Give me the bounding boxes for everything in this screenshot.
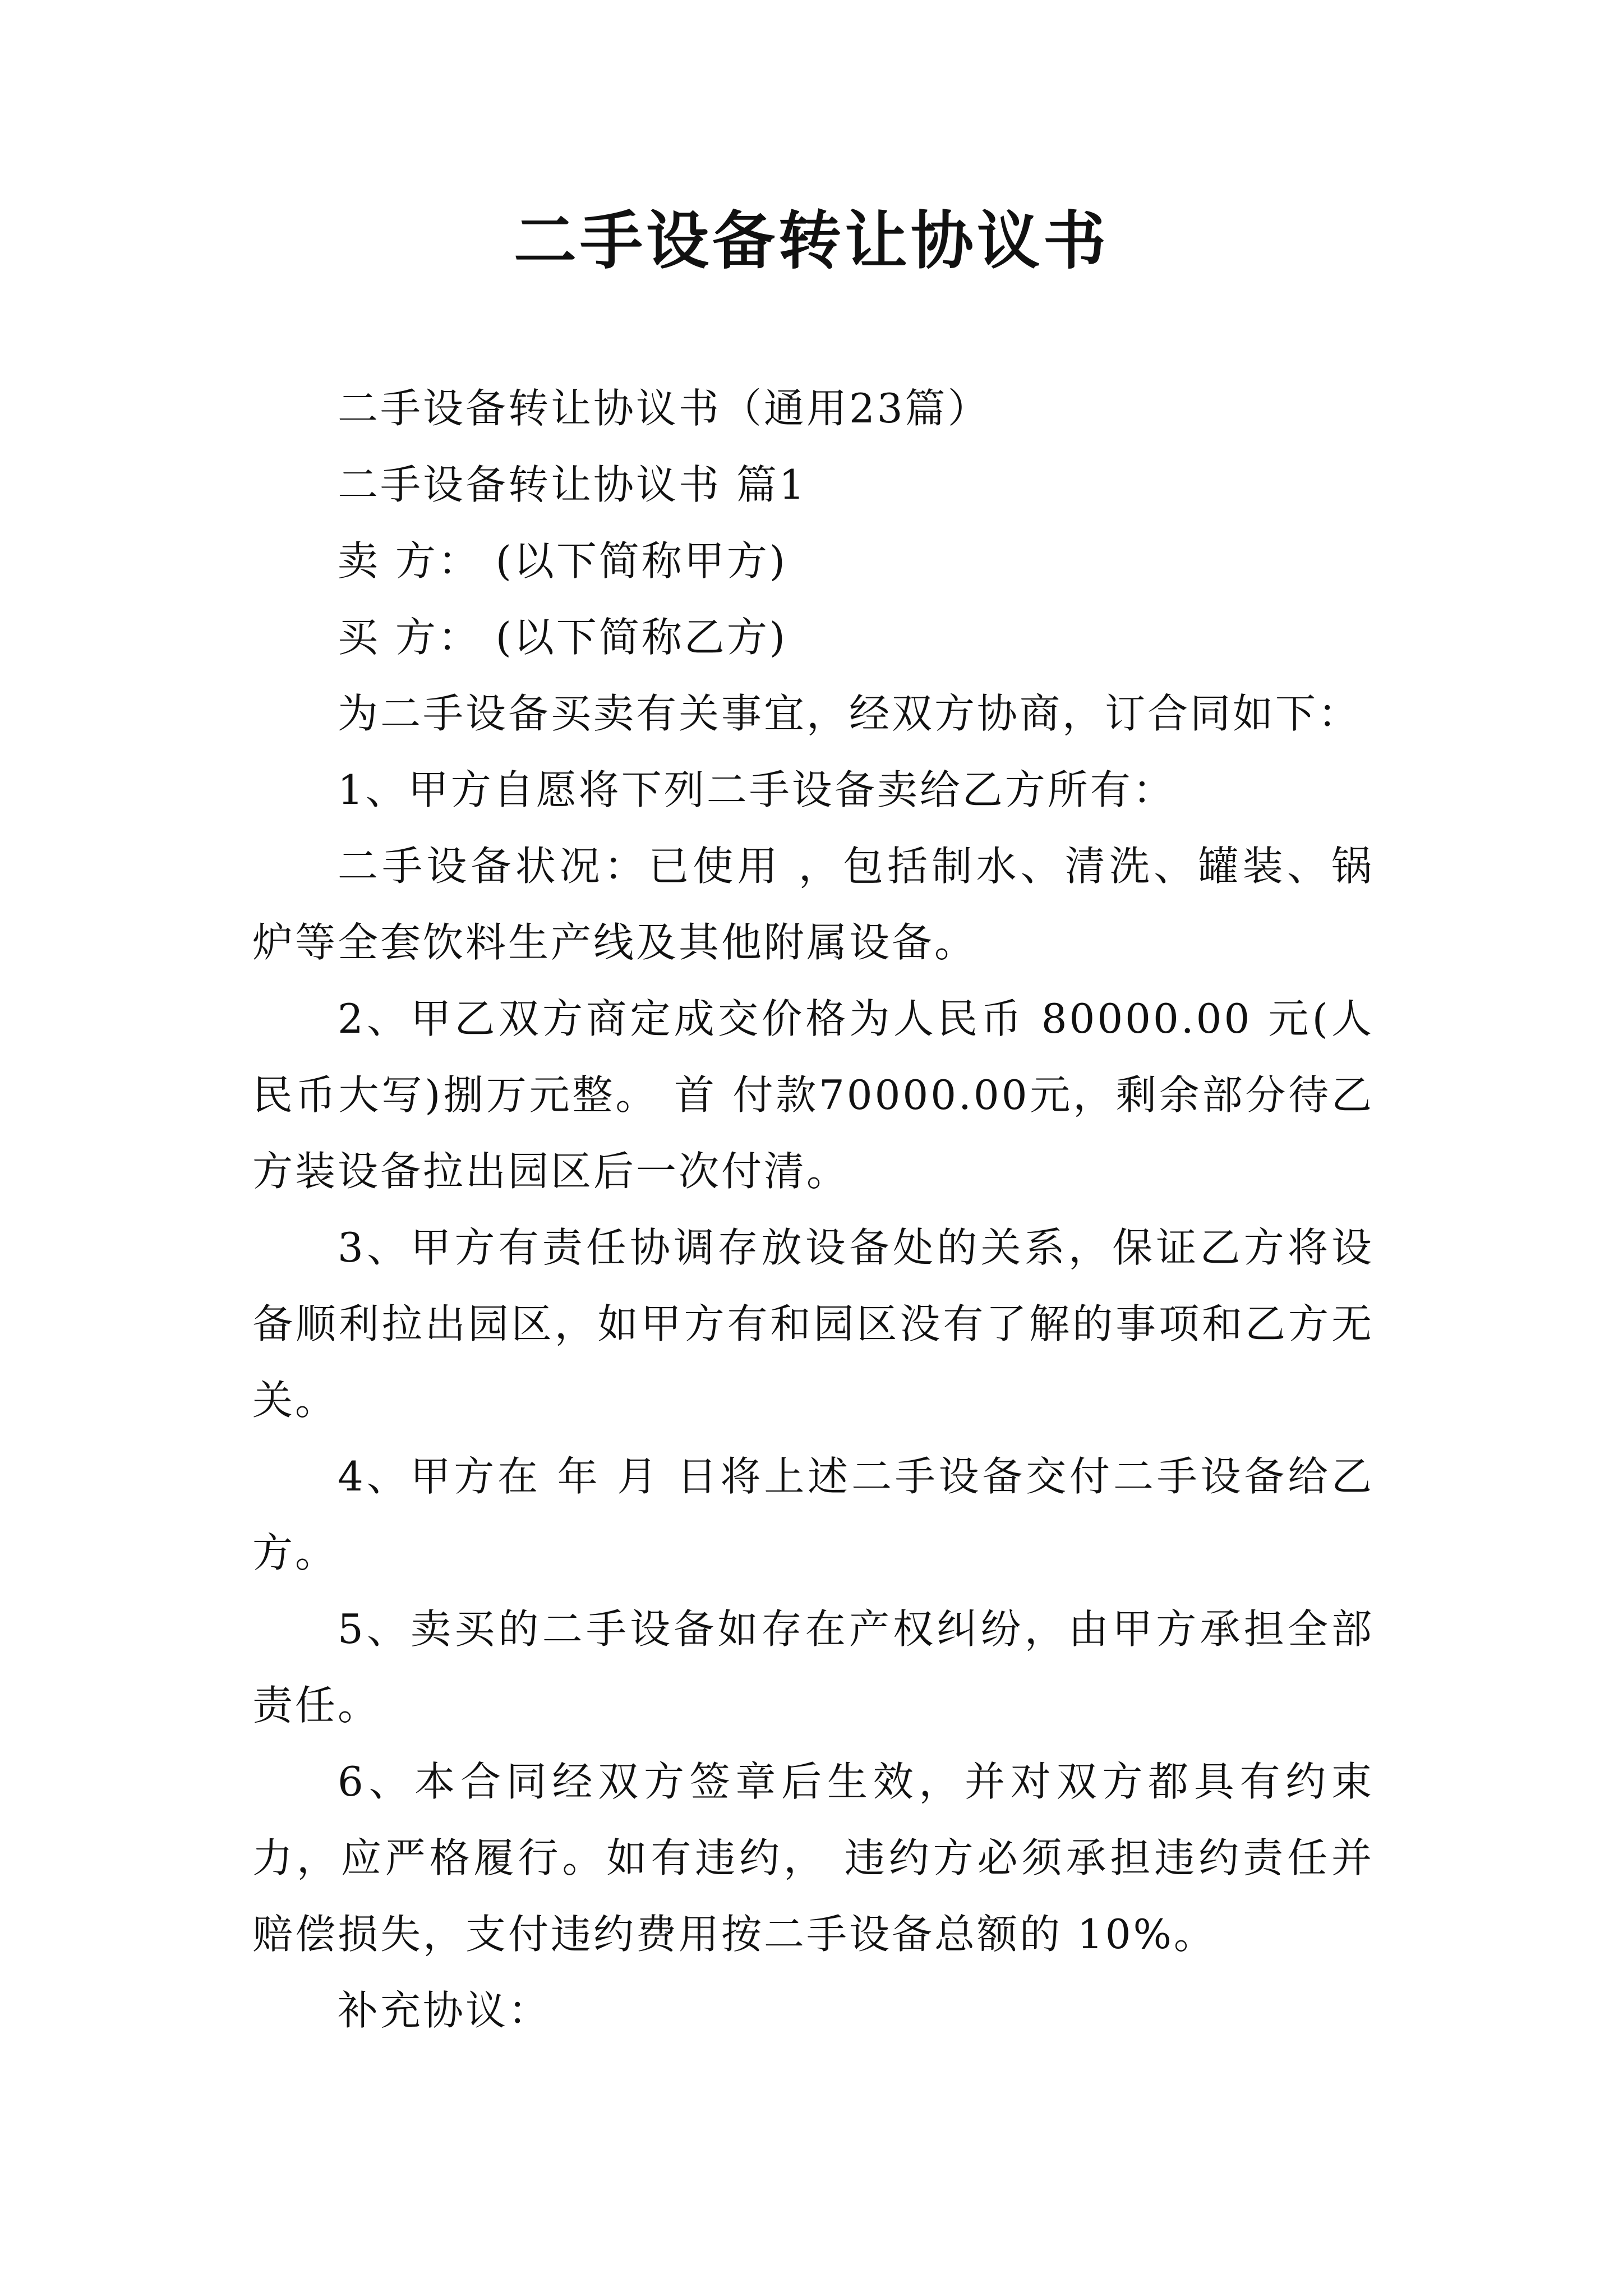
document-body xyxy=(252,370,1374,2049)
paragraph-subtitle: 二手设备转让协议书（通用23篇） xyxy=(338,385,990,432)
paragraph-clause-1: 1、甲方自愿将下列二手设备卖给乙方所有： xyxy=(338,766,1175,813)
paragraph-equipment-status: 二手设备状况：已使用 ，包括制水、清洗、罐装、锅炉等全套饮料生产线及其他附属设备。 xyxy=(252,843,1374,966)
paragraph-clause-4: 4、甲方在 年 月 日将上述二手设备交付二手设备给乙方。 xyxy=(252,1453,1374,1576)
paragraph-clause-3: 3、甲方有责任协调存放设备处的关系，保证乙方将设备顺利拉出园区，如甲方有和园区没有了解的事项和乙方无关。 xyxy=(252,1224,1374,1424)
document-title: 二手设备转让协议书 xyxy=(514,205,1109,278)
paragraph-seller: 卖 方： (以下简称甲方) xyxy=(338,537,787,585)
paragraph-clause-6: 6、本合同经双方签章后生效，并对双方都具有约束力，应严格履行。如有违约， 违约方必须承担违约责任并赔偿损失，支付违约费用按二手设备总额的 10%。 xyxy=(252,1758,1374,1958)
paragraph-section-heading: 二手设备转让协议书 篇1 xyxy=(338,461,807,508)
paragraph-buyer: 买 方： (以下简称乙方) xyxy=(338,614,787,661)
paragraph-clause-5: 5、卖买的二手设备如存在产权纠纷，由甲方承担全部责任。 xyxy=(252,1605,1374,1729)
paragraph-supplement: 补充协议： xyxy=(338,1987,551,2034)
paragraph-clause-2: 2、甲乙双方商定成交价格为人民币 80000.00 元(人民币大写)捌万元整。 首 付款70000.00元，剩余部分待乙方装设备拉出园区后一次付清。 xyxy=(252,995,1374,1195)
paragraph-preamble: 为二手设备买卖有关事宜，经双方协商，订合同如下： xyxy=(338,690,1361,737)
